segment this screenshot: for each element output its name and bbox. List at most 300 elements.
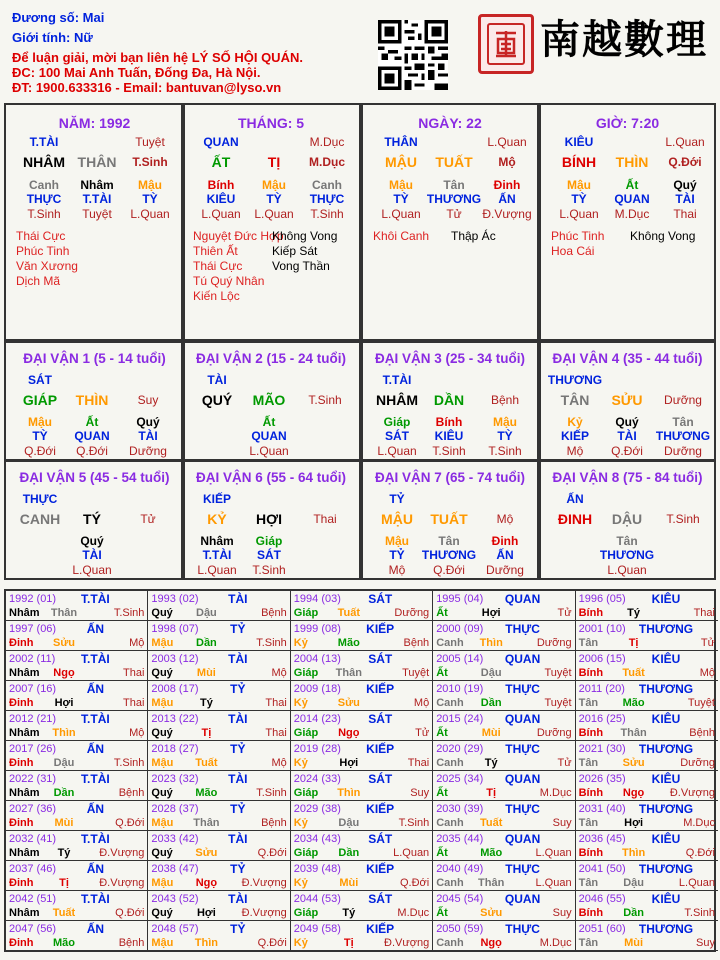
dai-van-god: T.TÀI (382, 373, 412, 387)
dai-van-title: ĐẠI VẬN 4 (35 - 44 tuổi) (552, 351, 703, 366)
year-god: THỰC (505, 742, 540, 756)
dai-van-hidden-god: QUAN (74, 429, 110, 443)
year-god: SÁT (368, 652, 393, 666)
year-branch: Hợi (481, 607, 501, 619)
year-god: QUAN (504, 592, 541, 606)
dai-van-stem: NHÂM (376, 392, 418, 408)
year-branch: Hợi (339, 757, 359, 769)
dai-van-box (181, 341, 361, 461)
year-label: 2036 (45) (578, 833, 626, 845)
hidden-stage: L.Quan (130, 207, 170, 221)
year-cell[interactable] (291, 861, 433, 891)
dai-van-hidden-stem: Bính (435, 415, 463, 429)
year-cell[interactable] (433, 711, 575, 741)
year-stem: Giáp (293, 847, 319, 859)
year-branch: Tị (486, 787, 497, 799)
year-label: 1997 (06) (9, 623, 57, 635)
year-stage: Tử (700, 637, 715, 649)
year-stage: Dưỡng (394, 607, 430, 619)
year-stem: Đinh (9, 637, 34, 649)
pillar-heavenly-stem: ẤT (211, 154, 231, 170)
year-god: TỶ (230, 862, 246, 876)
year-cell[interactable] (433, 741, 575, 771)
year-stage: Q.Đới (685, 847, 715, 859)
hidden-stem: Canh (29, 178, 59, 192)
year-stage: Đ.Vượng (241, 907, 287, 919)
dai-van-hidden-stage: L.Quan (377, 444, 417, 458)
hidden-god: QUAN (614, 192, 650, 206)
dai-van-hidden-stem: Quý (615, 415, 639, 429)
year-cell[interactable] (6, 651, 148, 681)
pillar-branch-stage: T.Sinh (132, 155, 168, 169)
year-stem: Nhâm (9, 667, 40, 679)
pillar-branch-stage: M.Dục (309, 155, 345, 169)
year-cell[interactable] (433, 861, 575, 891)
hidden-god: THỰC (309, 192, 345, 206)
year-cell[interactable] (576, 831, 718, 861)
pillar-title: GIỜ: 7:20 (595, 115, 660, 131)
year-cell[interactable] (6, 741, 148, 771)
year-label: 2026 (35) (578, 773, 626, 785)
dai-van-hidden-stage: L.Quan (197, 563, 237, 577)
year-stage: M.Dục (683, 817, 715, 829)
year-cell[interactable] (576, 651, 718, 681)
year-cell[interactable] (148, 651, 290, 681)
year-cell[interactable] (291, 771, 433, 801)
year-cell[interactable] (291, 591, 433, 621)
dai-van-hidden-god: THƯƠNG (599, 548, 655, 562)
year-stem: Kỷ (293, 817, 308, 829)
hidden-stage: Tử (446, 207, 462, 221)
year-stage: L.Quan (678, 877, 715, 889)
year-stage: Đ.Vượng (384, 937, 430, 949)
year-branch: Dậu (338, 817, 360, 829)
year-label: 2012 (21) (9, 713, 57, 725)
dai-van-hidden-stage: Mộ (388, 563, 406, 577)
dai-van-branch: DẬU (611, 511, 643, 527)
dai-van-stem: ĐINH (557, 511, 593, 527)
year-branch: Thìn (621, 847, 646, 859)
year-cell[interactable] (433, 651, 575, 681)
pillar-heavenly-stem: NHÂM (23, 154, 65, 170)
year-stem: Mậu (151, 637, 174, 649)
year-cell[interactable] (576, 711, 718, 741)
year-god: T.TÀI (81, 832, 110, 846)
year-cell[interactable] (148, 711, 290, 741)
year-god: KIÊU (651, 592, 681, 606)
pillar-top-god: KIÊU (564, 135, 594, 149)
year-god: KIÊU (651, 892, 681, 906)
year-god: THƯƠNG (638, 682, 694, 696)
year-stem: Mậu (151, 697, 174, 709)
year-stem: Quý (151, 607, 173, 619)
year-branch: Thìn (52, 727, 76, 739)
dai-van-stem: GIÁP (22, 392, 58, 408)
year-stem: Tân (578, 697, 599, 709)
year-label: 2003 (12) (151, 653, 199, 665)
year-cell[interactable] (6, 621, 148, 651)
year-cell[interactable] (576, 741, 718, 771)
year-god: THƯƠNG (638, 622, 694, 636)
year-cell[interactable] (291, 741, 433, 771)
dai-van-title: ĐẠI VẬN 6 (55 - 64 tuổi) (195, 470, 347, 485)
star-good: Kiến Lộc (193, 289, 240, 303)
hidden-stem: Mậu (262, 178, 286, 192)
year-cell[interactable] (576, 891, 718, 921)
year-cell[interactable] (6, 861, 148, 891)
year-god: TÀI (228, 652, 248, 666)
hidden-stage: M.Dục (614, 207, 650, 221)
year-cell[interactable] (433, 591, 575, 621)
pillar-top-god: QUAN (203, 135, 239, 149)
year-stem: Canh (436, 637, 464, 649)
dai-van-stem: MẬU (381, 511, 413, 527)
year-god: THƯƠNG (638, 802, 694, 816)
year-cell[interactable] (433, 771, 575, 801)
year-cell[interactable] (148, 861, 290, 891)
dai-van-branch: DẦN (433, 392, 465, 408)
year-branch: Mão (195, 787, 218, 799)
year-stage: Suy (410, 787, 430, 799)
year-label: 2039 (48) (293, 863, 341, 875)
hidden-stage: Thai (673, 207, 697, 221)
year-stem: Bính (578, 787, 604, 799)
hidden-god: TỲ (142, 192, 158, 206)
year-stem: Nhâm (9, 787, 40, 799)
year-label: 2001 (10) (578, 623, 626, 635)
year-cell[interactable] (291, 891, 433, 921)
dai-van-hidden-stem: Nhâm (200, 534, 234, 548)
hidden-stem: Đinh (493, 178, 521, 192)
year-branch: Dần (480, 697, 502, 709)
year-god: KIÊU (651, 652, 681, 666)
year-cell[interactable] (6, 831, 148, 861)
year-cell[interactable] (576, 681, 718, 711)
year-cell[interactable] (148, 921, 290, 951)
year-branch: Tý (627, 607, 641, 619)
pillar-top-god: THÂN (384, 135, 418, 149)
dai-van-stage: Dưỡng (664, 393, 702, 407)
year-branch: Dần (53, 787, 75, 799)
year-stem: Kỷ (293, 937, 308, 949)
year-cell[interactable] (576, 621, 718, 651)
dai-van-hidden-stem: Tân (616, 534, 638, 548)
year-cell[interactable] (576, 921, 718, 951)
year-cell[interactable] (291, 651, 433, 681)
year-god: THỰC (505, 682, 540, 696)
year-branch: Mão (53, 937, 75, 949)
dai-van-hidden-stem: Giáp (255, 534, 283, 548)
dai-van-hidden-stem: Mậu (493, 415, 517, 429)
year-cell[interactable] (291, 621, 433, 651)
dai-van-god: TÀI (207, 373, 227, 387)
year-branch: Thìn (337, 787, 361, 799)
dai-van-hidden-god: THƯƠNG (421, 548, 477, 562)
year-cell[interactable] (291, 831, 433, 861)
year-cell[interactable] (433, 891, 575, 921)
dai-van-stem: CANH (19, 511, 61, 527)
dai-van-god: TỶ (389, 492, 405, 506)
year-god: QUAN (504, 772, 541, 786)
year-label: 2042 (51) (9, 893, 57, 905)
dai-van-title: ĐẠI VẬN 1 (5 - 14 tuổi) (23, 351, 166, 366)
year-branch: Thân (335, 667, 362, 679)
dai-van-hidden-stage: Q.Đới (611, 444, 643, 458)
year-stage: Bệnh (261, 607, 287, 619)
year-label: 2040 (49) (436, 863, 484, 875)
year-god: KIÊU (651, 832, 681, 846)
dai-van-hidden-stage: Dưỡng (486, 563, 524, 577)
dai-van-hidden-god: THƯƠNG (655, 429, 711, 443)
brand-logo-text: 南越數理 (540, 16, 708, 63)
red-seal-stamp (478, 14, 534, 74)
year-god: TÀI (228, 832, 248, 846)
year-cell[interactable] (576, 771, 718, 801)
year-stage: L.Quan (535, 877, 572, 889)
dai-van-hidden-god: TÀI (617, 429, 637, 443)
pillar-top-god: T.TÀI (29, 135, 59, 149)
year-stem: Canh (436, 937, 464, 949)
hidden-stage: L.Quan (381, 207, 421, 221)
hidden-god: TỲ (571, 192, 587, 206)
year-stage: T.Sinh (398, 817, 430, 829)
year-stage: M.Dục (539, 787, 572, 799)
year-branch: Mão (622, 697, 645, 709)
year-label: 2002 (11) (9, 653, 56, 665)
year-branch: Dậu (480, 667, 502, 679)
year-stem: Bính (578, 847, 604, 859)
hidden-stage: T.Sinh (27, 207, 61, 221)
dai-van-hidden-stem: Ất (85, 415, 99, 429)
year-stage: Thai (265, 727, 287, 739)
dai-van-hidden-god: TÀI (138, 429, 158, 443)
dai-van-title: ĐẠI VẬN 3 (25 - 34 tuổi) (374, 351, 526, 366)
dai-van-hidden-stem: Tân (672, 415, 694, 429)
pillar-box (361, 103, 539, 341)
dai-van-hidden-god: TỶ (389, 548, 405, 562)
star-bad: Thập Ác (451, 229, 496, 243)
dai-van-hidden-god: KIẾP (560, 429, 590, 443)
hidden-stem: Mậu (567, 178, 591, 192)
year-label: 2010 (19) (436, 683, 484, 695)
year-cell[interactable] (6, 891, 148, 921)
year-god: TỶ (230, 622, 246, 636)
year-stage: M.Dục (397, 907, 430, 919)
pillar-heavenly-stem: MẬU (385, 154, 417, 170)
dai-van-stage: Thai (313, 512, 337, 526)
year-stem: Canh (436, 697, 464, 709)
dai-van-hidden-stage: T.Sinh (252, 563, 286, 577)
dai-van-hidden-stem: Quý (136, 415, 160, 429)
star-good: Khôi Canh (373, 229, 430, 243)
dai-van-god: THỰC (22, 492, 58, 506)
year-stage: Mộ (129, 727, 145, 739)
year-cell[interactable] (148, 741, 290, 771)
year-branch: Thân (620, 727, 647, 739)
year-branch: Tuất (195, 757, 218, 769)
year-cell[interactable] (148, 831, 290, 861)
year-branch: Tý (484, 757, 498, 769)
year-branch: Thân (478, 877, 505, 889)
year-cell[interactable] (148, 801, 290, 831)
year-stem: Mậu (151, 757, 174, 769)
year-cell[interactable] (6, 681, 148, 711)
dai-van-hidden-god: TÀI (82, 548, 102, 562)
year-cell[interactable] (576, 801, 718, 831)
year-cell[interactable] (148, 771, 290, 801)
year-label: 2024 (33) (293, 773, 341, 785)
star-bad: Không Vong (272, 229, 338, 243)
year-branch: Tý (199, 697, 213, 709)
year-stage: Q.Đới (257, 937, 287, 949)
hidden-stage: Tuyệt (82, 207, 112, 221)
year-cell[interactable] (576, 861, 718, 891)
phone-email-line[interactable]: ĐT: 1900.633316 - Email: bantuvan@lyso.vn (12, 80, 282, 95)
year-branch: Dậu (196, 607, 217, 619)
year-label: 2004 (13) (293, 653, 341, 665)
qr-code-icon (378, 20, 448, 90)
star-good: Tú Quý Nhân (193, 274, 265, 288)
year-god: QUAN (504, 712, 541, 726)
pillar-top-stage: L.Quan (665, 135, 705, 149)
star-good: Dịch Mã (16, 274, 61, 288)
hidden-stem: Nhâm (80, 178, 114, 192)
year-cell[interactable] (433, 621, 575, 651)
pillar-branch-stage: Mộ (498, 155, 516, 169)
dai-van-hidden-stem: Mậu (28, 415, 52, 429)
year-label: 2011 (20) (578, 683, 625, 695)
year-branch: Tuất (479, 817, 503, 829)
year-cell[interactable] (433, 921, 575, 951)
year-cell[interactable] (148, 591, 290, 621)
year-stage: Tử (557, 757, 572, 769)
dai-van-hidden-stage: Q.Đới (24, 444, 56, 458)
hidden-stem: Mậu (138, 178, 162, 192)
year-stage: Bệnh (118, 787, 145, 799)
year-cell[interactable] (433, 801, 575, 831)
year-label: 2045 (54) (436, 893, 484, 905)
year-cell[interactable] (6, 921, 148, 951)
dai-van-stage: Bệnh (490, 393, 520, 407)
year-cell[interactable] (148, 891, 290, 921)
dai-van-title: ĐẠI VẬN 2 (15 - 24 tuổi) (195, 351, 347, 366)
year-stage: Q.Đới (399, 877, 430, 889)
year-cell[interactable] (148, 681, 290, 711)
year-god: QUAN (504, 832, 541, 846)
pillar-box (4, 103, 185, 341)
year-god: ẤN (86, 622, 105, 636)
hidden-god: THƯƠNG (426, 192, 482, 206)
year-branch: Tị (201, 727, 212, 739)
year-branch: Tuất (52, 907, 76, 919)
year-label: 2037 (46) (9, 863, 57, 875)
year-stage: Tuyệt (402, 667, 430, 679)
year-stem: Đinh (9, 877, 34, 889)
year-cell[interactable] (576, 591, 718, 621)
year-cell[interactable] (6, 591, 148, 621)
year-cell[interactable] (6, 801, 148, 831)
dai-van-box (539, 341, 716, 461)
dai-van-hidden-stem: Mậu (385, 534, 409, 548)
year-cell[interactable] (291, 711, 433, 741)
year-branch: Sửu (622, 757, 645, 769)
dai-van-hidden-stage: Q.Đới (433, 563, 465, 577)
year-branch: Mùi (481, 727, 501, 739)
year-stem: Canh (436, 757, 464, 769)
year-cell[interactable] (291, 801, 433, 831)
dai-van-box (361, 341, 539, 461)
year-stage: Đ.Vượng (99, 877, 145, 889)
year-label: 2051 (60) (578, 923, 626, 935)
year-cell[interactable] (148, 621, 290, 651)
year-label: 2013 (22) (151, 713, 199, 725)
year-god: TỶ (230, 802, 246, 816)
dai-van-hidden-stem: Đinh (491, 534, 519, 548)
star-good: Phúc Tinh (16, 244, 70, 258)
year-cell[interactable] (6, 711, 148, 741)
dai-van-hidden-god: SÁT (257, 548, 281, 562)
hidden-god: TÀI (675, 192, 695, 206)
year-cell[interactable] (433, 681, 575, 711)
year-god: T.TÀI (81, 592, 110, 606)
year-label: 1998 (07) (151, 623, 199, 635)
year-stem: Đinh (9, 817, 34, 829)
year-label: 1996 (05) (578, 593, 626, 605)
dai-van-branch: THÌN (75, 392, 109, 408)
year-label: 2022 (31) (9, 773, 57, 785)
year-branch: Ngọ (195, 877, 218, 889)
pillar-title: THÁNG: 5 (237, 115, 305, 131)
dai-van-title: ĐẠI VẬN 5 (45 - 54 tuổi) (19, 470, 170, 485)
year-stage: Đ.Vượng (99, 847, 145, 859)
year-god: T.TÀI (81, 712, 110, 726)
year-stem: Quý (151, 847, 173, 859)
year-god: KIẾP (366, 862, 395, 876)
year-branch: Ngọ (480, 937, 502, 949)
year-label: 2031 (40) (578, 803, 626, 815)
dai-van-hidden-stage: L.Quan (249, 444, 289, 458)
year-label: 2043 (52) (151, 893, 199, 905)
year-label: 2035 (44) (436, 833, 484, 845)
year-stage: Mộ (271, 757, 287, 769)
year-label: 2018 (27) (151, 743, 199, 755)
pillar-title: NGÀY: 22 (418, 115, 482, 131)
client-gender: Giới tính: Nữ (12, 30, 93, 45)
year-god: TỶ (230, 742, 246, 756)
year-stem: Kỷ (293, 877, 308, 889)
hidden-god: T.TÀI (82, 192, 112, 206)
pillar-branch-stage: Q.Đới (668, 155, 702, 169)
year-stage: Tử (415, 727, 430, 739)
year-branch: Mùi (196, 667, 216, 679)
hidden-god: TỲ (393, 192, 409, 206)
dai-van-god: ẤN (566, 492, 584, 506)
year-god: ẤN (86, 802, 105, 816)
year-cell[interactable] (291, 921, 433, 951)
year-cell[interactable] (6, 771, 148, 801)
year-stage: Suy (552, 817, 572, 829)
year-stage: Dưỡng (680, 757, 715, 769)
yearly-luck-table (4, 589, 716, 952)
year-god: TỶ (230, 682, 246, 696)
year-stage: T.Sinh (684, 907, 715, 919)
dai-van-title: ĐẠI VẬN 7 (65 - 74 tuổi) (374, 470, 526, 485)
year-cell[interactable] (291, 681, 433, 711)
year-stage: Tuyệt (687, 697, 715, 709)
year-branch: Tý (57, 847, 71, 859)
year-label: 2000 (09) (436, 623, 484, 635)
year-cell[interactable] (433, 831, 575, 861)
